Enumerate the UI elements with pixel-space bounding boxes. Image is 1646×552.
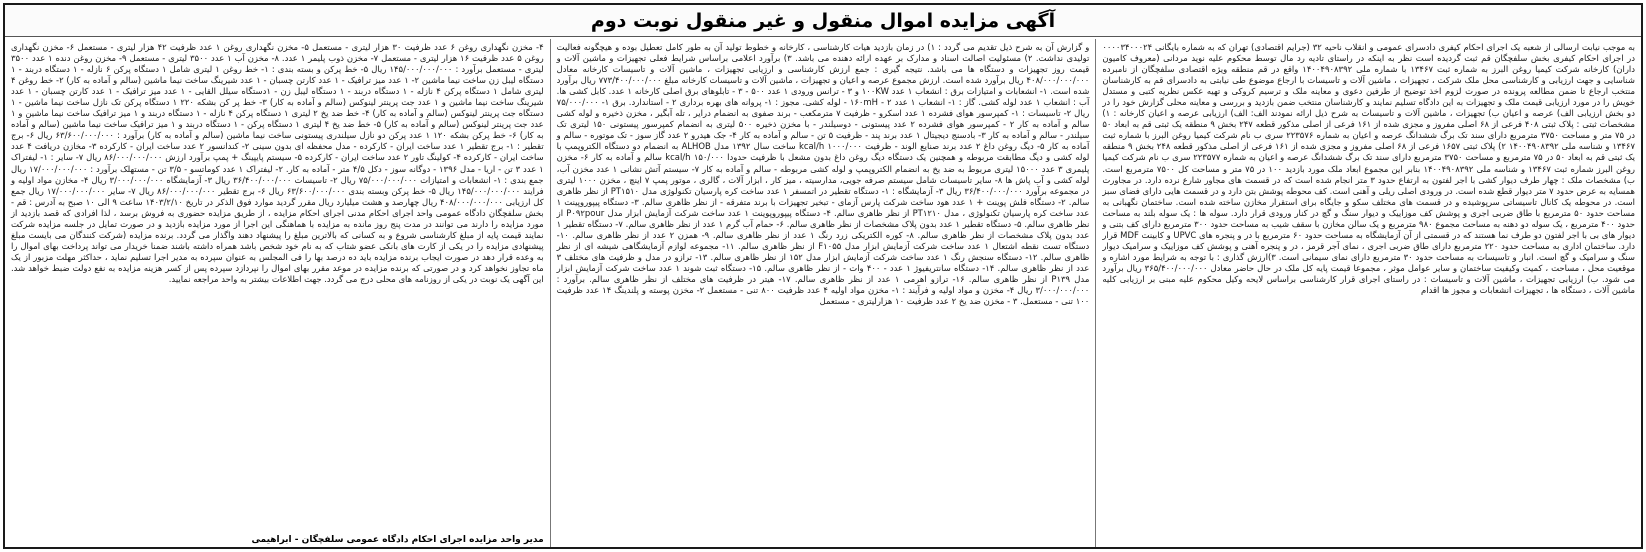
column-left [5,39,551,547]
notice-frame [3,3,1643,549]
column-right-text: به موجب نیابت ارسالی از شعبه یک اجرای احکام کیفری دادسرای عمومی و انقلاب ناحیه ۳۲ (جرایم اقتصادی) تهران که به شماره بایگانی ۰۰۰۰۳۴۰۰۰۲۴ در اجرای احکام کیفری بخش سلفچگان قم ثبت گردیده است نظر به اینکه در راستای تادیه رد مال توسط محکوم علیه نوید مردانی (معروف کامیون داران) کارخانه شرکت کیمیا روغن البرز به شماره ثبت ۱۳۴۶۷ با شماره ملی ۱۴۰۰۴۹۰۸۳۹۲ واقع در قم منطقه ویژه اقتصادی سلفچگان از نامبرده شناسایی و جهت ارزیابی و کارشناسی محل ملک شرکت ، تجهیزات ، ماشین آلات و تاسیسات با ارجاع موضوع طی نیابتی به دادسرای قم به کارشناسان منتخب ارجاع تا ضمن مطالعه پرونده در صورت لزوم اخذ توضیح از طرفین دعوی و معاینه ملک و ترسیم کروکی و تهیه عکس نظریه کتبی و مستدل خویش را در مورد ارزیابی قیمت ملک و تجهیزات به این دادگاه تسلیم نمایند و کارشناسان منتخب ضمن بازدید و بررسی و معاینه محلی گزارش خود را در دو بخش ارزیابی الف) عرصه و اعیان ب) تجهیزات ، ماشین آلات و تاسیسات به شرح ذیل ارائه نمودند الف: الف) ارزیابی عرصه و اعیان کارخانه : ۱) مشخصات ثبتی : پلاک ثبتی ۴۰۸ فرعی از ۶۸ اصلی مفروز و مجزی شده از ۱۶۱ فرعی از اصلی مذکور قطعه ۲۴۷ بخش ۹ منطقه یک ثبتی قم به ابعاد ۵۰ در ۷۵ متر و مساحت ۳۷۵۰ مترمربع دارای سند تک برگ ششدانگ عرصه و اعیان به شماره ۲۲۳۵۷۶ سری ب نام شرکت کیمیا روغن البرز با شماره ثبت ۱۳۴۶۷ و شناسه ملی ۱۴۰۰۴۹۰۸۳۹۲ ۲) پلاک ثبتی ۱۶۵۷ فرعی از ۶۸ اصلی مفروز و مجزی شده از ۱۶۱ فرعی از اصلی مذکور قطعه ۲۴۸ بخش ۹ منطقه یک ثبتی قم به ابعاد ۵۰ در ۷۵ مترمربع و مساحت ۳۷۵۰ مترمربع دارای سند تک برگ ششدانگ عرصه و اعیان به شماره ۲۲۳۵۷۷ سری ب نام شرکت کیمیا روغن البرز شماره ثبت ۱۳۴۶۷ و شناسه ملی ۱۴۰۰۴۹۰۸۳۹۲ بنابر این مجموع ابعاد ملک مورد بازدید ۱۰۰ در ۷۵ متر و مساحت کل ۷۵۰۰ مترمربع است. ب) مشخصات ملک : چهار طرف دیوار کشی با اجر لفتون به ارتفاع حدود ۳ متر انجام شده است که در قسمت های مجاور شارع نرده دارد. در مجاورت همسایه به عرض حدود ۷ متر دیوار قطع شده است. در ورودی اصلی ریلی و آهنی است. کف محوطه پوشش بتن دارد و در قسمت هایی دارای فضای سبز است. در محوطه یک کانال تاسیساتی سرپوشیده و در قسمت های مختلف سکو و جایگاه برای استقرار مخازن ساخته شده است. ساختمان نگهبانی به مساحت حدود ۵۰ مترمربع با طاق ضربی اجری و پوشش کف موزاییک و دیوار سنگ و گچ در کنار ورودی قرار دارد. سوله ها : یک سوله بلند به مساحت حدود ۴۰۰ مترمربع ، یک سوله دو دهنه به مساحت مجموع ۹۸۰ مترمربع و یک سالن مخازن با سقف شیب به مساحت حدود ۳۰۰ مترمربع دارای کف بتنی و دیوار های بی با اجر لفتون دو طرف نما هستند که در قسمتی از آن آزمایشگاه به مساحت حدود ۶۰ مترمربع با در و پنجره های UPVC و کابینت MDF قرار دارد. ساختمان اداری به مساحت حدود ۲۲۰ مترمربع دارای طاق ضربی اجری ، نمای آجر قرمز ، در و پنجره آهنی و پوشش کف موزاییک و سرامیک دیوار سنگ و سرامیک و گچ است. انبار و تاسیسات به مساحت حدود ۳۰ مترمربع دارای نمای سیمانی است. ۳)ارزش گذاری : با توجه به شرایط مورد اشاره و موقعیت محل ، مساحت ، کمیت وکیفیت ساختمان و سایر عوامل موثر ، مجموعا قیمت پایه کل ملک در حال حاضر معادل ۳۶۵/۴۰۰/۰۰۰/۰۰۰ ریال برآورد می شود. ب) ارزیابی تجهیزات ، ماشین آلات و تاسیسات : در راستای اجرای قرار کارشناسی براساس لایحه وکیل محکوم علیه مبنی بر ارزیابی کلیه ماشین آلات ، دستگاه ها ، تجهیزات انشعابات و مجوز ها اقدام [1102,42,1636,296]
column-middle [551,39,1097,547]
column-right [1096,39,1641,547]
signature-line: مدیر واحد مزایده اجرای احکام دادگاه عمومی سلفچگان - ابراهیمی [11,535,544,545]
column-left-text: ۴- مخزن نگهداری روغن ۶ عدد ظرفیت ۳۰ هزار لیتری - مستعمل ۵- مخزن نگهداری روغن ۱ عدد ظرفیت ۴۲ هزار لیتری - مستعمل ۶- مخزن نگهداری روغن ۵ عدد ظرفیت ۱۶ هزار لیتری - مستعمل ۷- مخزن ذوب پلیمر ۱ عدد. ۸- مخزن آب ۱ عدد ۳۵۰۰ لیتری - مستعمل ۹- مخزن روغن دنده ۱ عدد ۳۵۰۰ لیتری - مستعمل برآورد : ۱۴۵/۰۰۰/۰۰۰/۰۰۰ ریال ۵- خط پرکن و بسته بندی : ۱- خط روغن ۱ لیتری شامل ۱ دستگاه پرکن ۶ نازله - ۱ دستگاه دربند - ۱ دستگاه لیبل زن ساخت نیما ماشین ۲- ۱ عدد میز ترافیک - ۱ عدد کارتن چسبان - ۱ عدد شیرینگ ساخت نیما ماشین (سالم و آماده به کار) ۲- خط روغن ۴ لیتری شامل ۱ دستگاه پرکن ۴ نازله - ۱ دستگاه دربند - ۱ دستگاه لیبل زن - ۱دستگاه سیلل القایی - ۱ عدد میز ترافیک - ۱ عدد کارتن چسبان - ۱ عدد شیرینگ ساخت نیما ماشین و ۱ عدد جت پرینتر لینوکس (سالم و آماده به کار) ۳- خط پر کن بشکه ۲۲۰ ۱ دستگاه پرکن تک نازل ساخت نیما ماشین - ۱ دستگاه جت پرینتر لینوکس (سالم و آماده به کار) ۴- خط ضد یخ ۲ لیتری ۱ دستگاه پرکن ۴ نازله - ۱ دستگاه دربند و ۱ میز ترافیک ساخت نیما ماشین و ۱ عدد جت پرینتر لینوکس (سالم و آماده به کار) ۵- خط ضد یخ ۴ لیتری ۱ دستگاه پرکن - ۱ دستگاه دربند و ۱ میز ترافیک ساخت نیما ماشین (سالم و آماده به کار) ۶- خط پرکن بشکه ۱۲۰ ۱ عدد پرکن دو نازل سیلندری پیستونی ساخت نیما ماشین (سالم و آماده به کار) برآورد : ۶۳/۶۰۰/۰۰۰/۰۰۰ ریال ۶- برج تقطیر : ۱- برج تقطیر ۱ عدد ساخت ایران - کارکرده - مدل محفظه ای بدون سینی ۲- کندانسور ۲ عدد ساخت ایران - کارکرده ۳- مخازن دریافت ۴ عدد ساخت ایران - کارکرده ۴- کولینگ تاور ۲ عدد ساخت ایران - کارکرده ۵- سیستم پایپینگ + پمپ برآورد ارزش ۸۶/۰۰۰/۰۰۰/۰۰۰ ریال ۷- سایر : ۱- لیفتراک ۱ عدد ۳ تن - اریا - مدل ۱۳۹۶ - دوگانه سوز - دکل ۴/۵ متر - آماده به کار. ۲- لیفتراک ۱ عدد کوماتسو - ۳/۵ تن - مستهلک برآورد : ۱۷/۰۰۰/۰۰۰/۰۰۰ ریال جمع بندی : ۱- انشعابات و امتیازات ۷۵/۰۰۰/۰۰۰/۰۰۰ ریال ۲- تاسیسات ۳۶/۴۰۰/۰۰۰/۰۰۰ ریال ۳- آزمایشگاه ۳/۰۰۰/۰۰۰/۰۰۰ ریال ۴- مخازن مواد اولیه و فرایند ۱۴۵/۰۰۰/۰۰۰/۰۰۰ ریال ۵- خط پرکن وبسته بندی ۶۳/۶۰۰/۰۰۰/۰۰۰ ریال ۶- برج تقطیر ۸۶/۰۰۰/۰۰۰/۰۰۰ ریال ۷- سایر ۱۷/۰۰۰/۰۰۰/۰۰۰ ریال جمع کل ارزیابی ۴۰۸/۰۰۰/۰۰۰/۰۰۰ ریال چهارصد و هشت میلیارد ریال مقرر گردید موارد فوق الذکر در تاریخ ۱۴۰۳/۲/۱۰ ساعت ۹ الی ۱۰ صبح به آدرس : قم - بخش سلفچگان دادگاه عمومی واحد اجرای احکام مدنی اجرای احکام مزایده ، از طریق مزایده حضوری به فروش برسد ، لذا افرادی که قصد بازدید از مورد مزایده را دارند می توانند در مدت پنج روز مانده به مزایده با هماهنگی این اجرا از مورد مزایده بازدید و در صورت تمایل در جلسه مزایده شرکت نمایند قیمت پایه از مبلغ کارشناسی شروع و به کسانی که بالاترین مبلغ را پیشنهاد دهند واگذار می گردد. برنده مزایده (شرکت کنندگان می بایست مبلغ پیشنهادی مزایده را در یکی از کارت های بانکی عضو شتاب که به نام خود شخص باشد همراه داشته باشند ضمنا خریدار می تواند پرداخت بهای اموال را به وعده قرار دهد در صورت ایجاب برنده مزایده باید ده درصد بها را فی المجلس به عنوان سپرده به مدیر اجرا تسلیم نماید ، حداکثر مهلت مزبور از یک ماه تجاوز نخواهد کرد و در صورتی که برنده مزایده در موعد مقرر بهای اموال را نپردازد سپرده پس از کسر هزینه مزایده به نفع دولت ضبط خواهد شد. این آگهی یک نوبت در یکی از روزنامه های محلی درج می گردد. جهت اطلاعات بیشتر به واحد مراجعه نمایید. [10,42,544,284]
notice-columns [5,39,1641,547]
notice-title: آگهی مزایده اموال منقول و غیر منقول نوبت دوم [590,9,1056,32]
column-middle-text: و گزارش آن به شرح ذیل تقدیم می گردد : ۱) در زمان بازدید هیات کارشناسی ، کارخانه و خطوط تولید آن به طور کامل تعطیل بوده و هیچگونه فعالیت تولیدی نداشت. ۲) مسئولیت اصالت اسناد و مدارک بر عهده ارائه دهنده می باشد. ۳) برآورد اعلامی براساس شرایط فعلی تجهیزات و ماشین آلات و قیمت روز تجهیزات و دستگاه ها می باشد. نتیجه گیری : جمع ارزش کارشناسی و ارزیابی تجهیزات ، ماشین آلات و تاسیسات کارخانه معادل ۴۰۸/۰۰۰/۰۰۰/۰۰۰ ریال برآورد شده است. ارزش مجموع عرصه و اعیان و تجهیزات ، ماشین آلات و تاسیسات کارخانه مبلغ ۷۷۳/۴۰۰/۰۰۰/۰۰۰ ریال برآورد شده است. ۱- انشعابات و امتیازات برق : انشعاب ۱ عدد ۱۰۰KW و ۳ - ترانس ورودی ۱ عدد ۵۰۰ - ۳ - تابلوهای برق اصلی کارخانه ۱ عدد. کابل کشی ها. آب : انشعاب ۱ عدد لوله کشی. گاز : ۱- انشعاب ۱ عدد ۱۶۰mH - ۲ - لوله کشی. مجوز : ۱- پروانه های بهره برداری ۲ - استاندارد. برق ۱- ۷۵/۰۰۰/۰۰۰ ریال ۲- تاسیسات : ۱- کمپرسور هوای فشرده ۱ عدد اسکرو - ظرفیت ۷ مترمکعب - برند صفوی به انضمام درایر ، تله آبگیر ، مخزن ذخیره و لوله کشی سالم و آماده به کار ۲ - کمپرسور هوای فشرده ۲ عدد پیستونی - دوسیلندر - با مخزن ذخیره ۵۰۰ لیتری به انضمام کمپرسور پیستونی ۱۵۰ لیتری تک سیلندر - سالم و آماده به کار ۳- بادسنج دیجیتال ۱ عدد برند پند - ظرفیت ۵ تن - سالم و آماده به کار ۴- جک هیدرو ۲ عدد گاز سوز - تک موتوره - سالم و آماده به کار ۵- دیگ روغن داغ ۲ عدد برند صنایع الوند - ظرفیت ۱۰۰۰/۰۰۰ kcal/h ساخت سال ۱۳۹۲ مدل ALHOB به انضمام دو دستگاه الکتروپمپ با لوله کشی و دیگ مطابقت مربوطه و همچنین یک دستگاه دیگ روغن داغ بدون مشعل با ظرفیت حدودا ۱۵۰/۰۰۰ kcal/h سالم و آماده به کار ۶- مخزن پلیمری ۳ عدد ۱۵۰۰۰ لیتری مربوط به ضد یخ به انضمام الکتروپمپ و لوله کشی مربوطه - سالم و آماده به کار ۷- سیستم آتش نشانی ۱ عدد مخزن آب، لوله کشی و آب پاش ها ۸- سایر تاسیسات شامل سیستم صرفه جویی، مدارسیته ، میز کار ، ابزار آلات ، گالری ، موتور پمپ ۷ اینچ ، مخزن ۱۰۰۰ لیتری در مجموعه برآورد ۳۶/۴۰۰/۰۰۰/۰۰۰ ریال ۳- آزمایشگاه : ۱- دستگاه تقطیر در اتمسفر ۱ عدد ساخت کره پارسیان تکنولوژی مدل PT۱۵۱۰ از نظر ظاهری سالم. ۲- دستگاه فلش پوینت + ۱ عدد هود ساخت شرکت پارس آزمای - تبخیر تجهیزات با برند متفرقه - از نظر ظاهری سالم. ۳- دستگاه پیپوروپینت ۱ عدد ساخت کره پارسیان تکنولوژی ، مدل PT۱۲۱۰ از نظر ظاهری سالم. ۴- دستگاه پیپوروپوینت ۱ عدد ساخت شرکت آزمایش ابزار مدل P۰۹۲pour از نظر ظاهری سالم. ۵- دستگاه تقطیر ۱ عدد بدون پلاک مشخصات از نظر ظاهری سالم. ۶- حمام آب گرم ۱ عدد از نظر ظاهری سالم. ۷- دستگاه تقطیر ۱ عدد بدون پلاک مشخصات از نظر ظاهری سالم. ۸- کوره الکتریکی زرد رنگ ۱ عدد از نظر ظاهری سالم. ۹- همزن ۲ عدد از نظر ظاهری سالم. ۱۰- دستگاه تست نقطه اشتعال ۱ عدد ساخت شرکت آزمایش ابزار مدل F۱۰۵۵ از نظر ظاهری سالم. ۱۱- مجموعه لوازم آزمایشگاهی شیشه ای از نظر ظاهری سالم. ۱۲- دستگاه سنجش رنگ ۱ عدد ساخت شرکت آزمایش ابزار مدل ۱۵۲ از نظر ظاهری سالم. ۱۳- ترازو در مدل و ظرفیت های مختلف ۳ عدد از نظر ظاهری سالم. ۱۴- دستگاه سانتریفیوژ ۱ عدد - ۴۰۰ وات - از نظر ظاهری سالم. ۱۵- دستگاه ثبت شوند ۱ عدد ساخت شرکت آزمایش ابزار مدل P۱۳۹ از نظر ظاهری سالم. ۱۶- ترازو اهرمی ۱ عدد از نظر ظاهری سالم. ۱۷- هیتر در ظرفیت های مختلف از نظر ظاهری سالم. برآورد : ۳/۰۰۰/۰۰۰/۰۰۰ ریال ۴- مخزن و مواد اولیه و فرآیند : ۱- مخزن مواد اولیه ۴ عدد ظرفیت ۸۰۰ تنی - مستعمل ۲- مخزن پوسته و پلندینگ ۱۴ عدد ظرفیت ۱۰۰ تنی - مستعمل. ۳ - مخزن ضد یخ ۲ عدد ظرفیت ۱۰ هزارلیتری - مستعمل [556,42,1090,307]
title-bar [5,5,1641,37]
